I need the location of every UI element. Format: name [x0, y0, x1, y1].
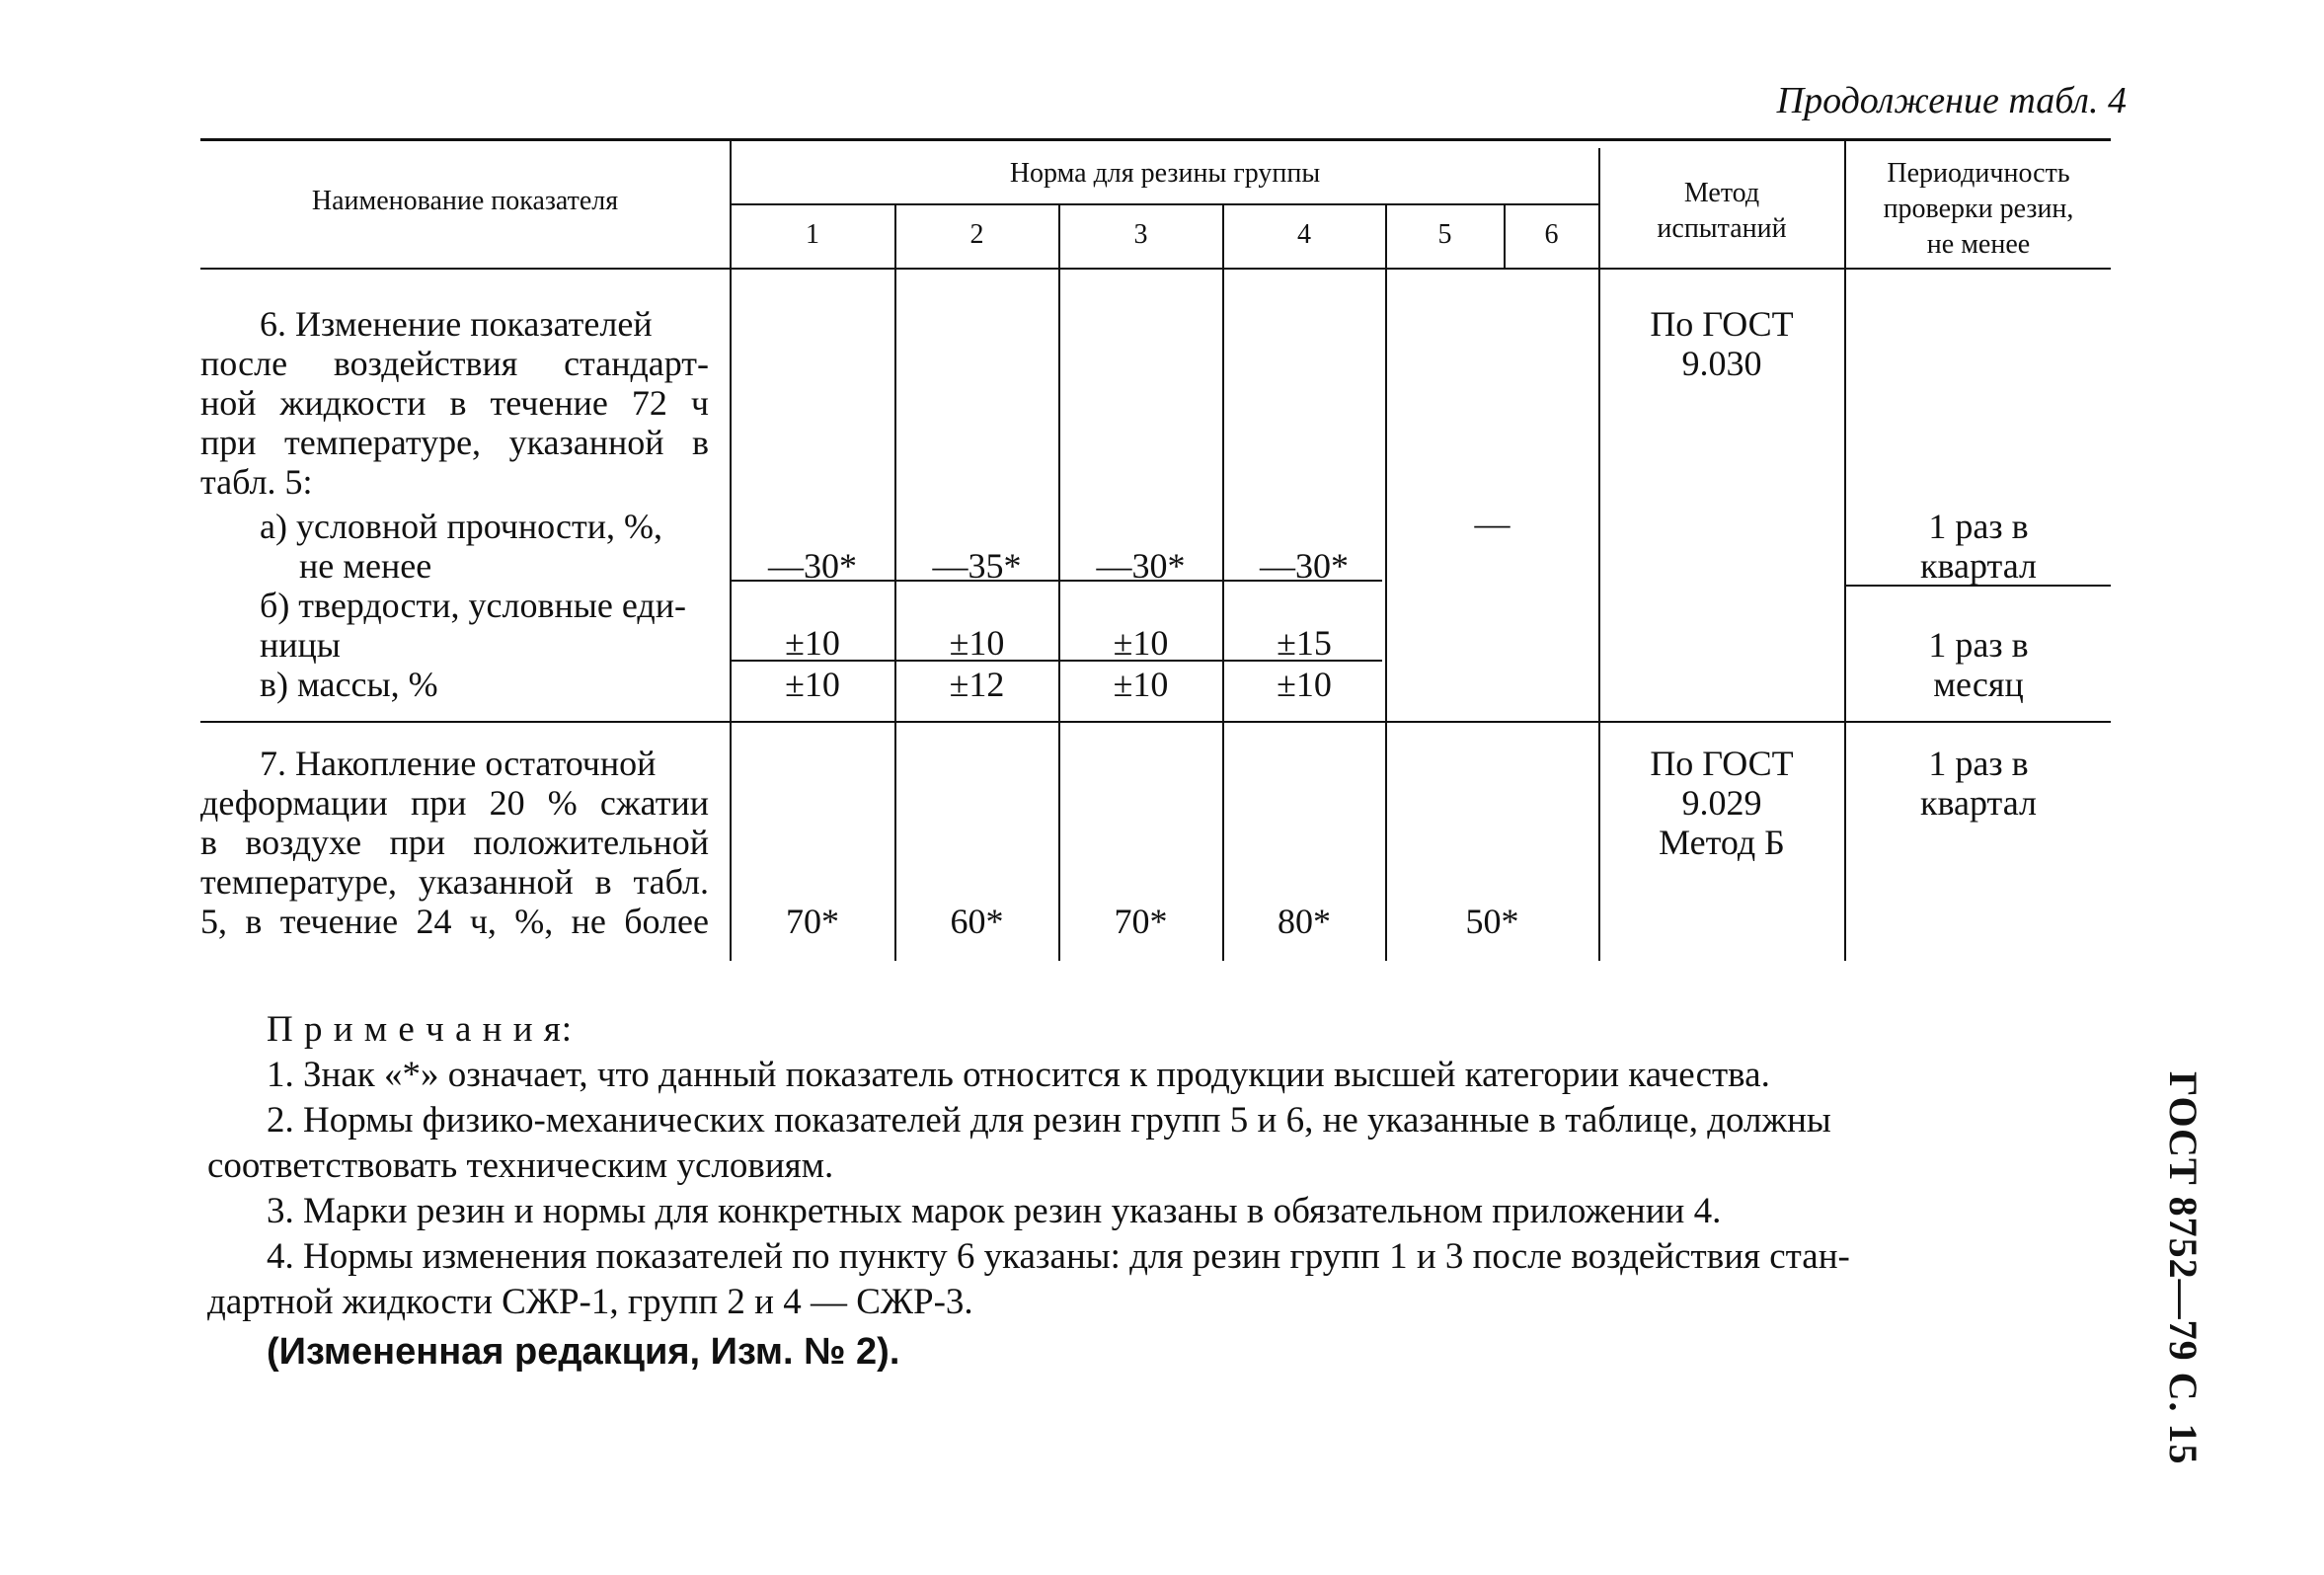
- row6-groups-5-6-dash: —: [1474, 504, 1511, 543]
- row6-title: [200, 304, 709, 502]
- row6-title-line3: ной жидкости в течение 72 ч: [200, 383, 709, 423]
- row6-title-line2: после воздействия стандарт-: [200, 344, 709, 383]
- row7-period-line1: 1 раз в: [1928, 744, 2029, 783]
- header-group-6: 6: [1544, 219, 1559, 250]
- header-group-5: 5: [1437, 219, 1452, 250]
- header-group-1: 1: [806, 219, 819, 250]
- row6-method: [1599, 304, 1844, 383]
- row6-title-line1: 6. Изменение показателей: [260, 304, 653, 344]
- row6-period-a-line2: квартал: [1920, 546, 2037, 586]
- norm-header-rule: [731, 203, 1599, 205]
- row6-method-line1: По ГОСТ: [1650, 304, 1794, 344]
- row6-sub-b-line1: б) твердости, условные еди-: [260, 586, 686, 625]
- header-group-4: 4: [1297, 219, 1311, 250]
- row7-title-line2: деформации при 20 % сжатии: [200, 783, 709, 823]
- header-period-line1: Периодичность: [1887, 158, 2070, 189]
- row6-b-g2: ±10: [949, 623, 1005, 663]
- col-divider-g4: [1385, 203, 1387, 961]
- note-3: 3. Марки резин и нормы для конкретных марок резин указаны в обязательном приложении 4.: [267, 1191, 1722, 1231]
- header-method: [1599, 176, 1844, 247]
- row6-period-a-line1: 1 раз в: [1928, 507, 2029, 546]
- row7-g4: 80*: [1278, 902, 1331, 941]
- side-standard-label: ГОСТ 8752—79 С. 15: [2161, 1071, 2206, 1465]
- row6-a-g2: —35*: [932, 546, 1022, 586]
- row6-period-bc-line2: месяц: [1933, 665, 2024, 704]
- row7-period-line2: квартал: [1920, 783, 2037, 823]
- row7-method-line1: По ГОСТ: [1650, 744, 1794, 783]
- row6-sub-a: [260, 507, 724, 586]
- row6-period-a: [1846, 507, 2111, 586]
- row6-b-g3: ±10: [1113, 623, 1169, 663]
- row6-b-g1: ±10: [785, 623, 840, 663]
- row6-sub-a-line2: не менее: [299, 546, 432, 586]
- row6-c-g3: ±10: [1113, 665, 1169, 704]
- row7-title-line4: температуре, указанной в табл.: [200, 862, 709, 902]
- table-continuation-caption: Продолжение табл. 4: [1776, 80, 2127, 121]
- header-norm: Норма для резины группы: [1009, 158, 1321, 189]
- table-top-rule: [200, 138, 2111, 141]
- note-2-line1: 2. Нормы физико-механических показателей для резин групп 5 и 6, не указанные в таблице, должны: [267, 1100, 1831, 1141]
- row6-sub-b-line2: ницы: [260, 625, 341, 665]
- row6-b-g4: ±15: [1277, 623, 1332, 663]
- header-group-3: 3: [1133, 219, 1148, 250]
- row6-sub-c: в) массы, %: [260, 665, 438, 704]
- header-period-line2: проверки резин,: [1883, 194, 2074, 224]
- row7-method-line3: Метод Б: [1659, 823, 1785, 862]
- header-group-2: 2: [969, 219, 984, 250]
- header-name: Наименование показателя: [311, 186, 619, 216]
- row7-method-line2: 9.029: [1681, 783, 1762, 823]
- row6-a-g4: —30*: [1260, 546, 1349, 586]
- header-bottom-rule: [200, 268, 2111, 270]
- row-separator-rule: [200, 721, 2111, 723]
- note-4-line2: дартной жидкости СЖР-1, групп 2 и 4 — СЖР-3.: [207, 1282, 973, 1322]
- row6-c-g1: ±10: [785, 665, 840, 704]
- amendment-note: (Измененная редакция, Изм. № 2).: [267, 1331, 900, 1373]
- header-method-line2: испытаний: [1657, 213, 1787, 244]
- row6-title-line5: табл. 5:: [200, 462, 313, 502]
- row6-method-line2: 9.030: [1681, 344, 1762, 383]
- row6-c-g2: ±12: [949, 665, 1005, 704]
- notes-title: П р и м е ч а н и я:: [267, 1009, 574, 1050]
- row7-title-line3: в воздухе при положительной: [200, 823, 709, 862]
- row7-g5: 50*: [1465, 902, 1519, 941]
- header-method-line1: Метод: [1683, 178, 1760, 208]
- row7-title-line1: 7. Накопление остаточной: [260, 744, 657, 783]
- row6-a-g1: —30*: [768, 546, 857, 586]
- header-period: [1846, 156, 2111, 263]
- row6-c-g4: ±10: [1277, 665, 1332, 704]
- row6-a-g3: —30*: [1096, 546, 1186, 586]
- row7-period: [1846, 744, 2111, 823]
- row7-g1: 70*: [786, 902, 839, 941]
- row6-period-bc: [1846, 625, 2111, 704]
- note-4-line1: 4. Нормы изменения показателей по пункту 6 указаны: для резин групп 1 и 3 после воздействия стан-: [267, 1236, 1850, 1277]
- row7-title-line5: 5, в течение 24 ч, %, не более: [200, 902, 709, 941]
- row7-method: [1599, 744, 1844, 862]
- row7-title: [200, 744, 709, 941]
- row7-g3: 70*: [1114, 902, 1168, 941]
- row7-g2: 60*: [950, 902, 1004, 941]
- row6-title-line4: при температуре, указанной в: [200, 423, 709, 462]
- row6-period-bc-line1: 1 раз в: [1928, 625, 2029, 665]
- note-1: 1. Знак «*» означает, что данный показатель относится к продукции высшей категории качества.: [267, 1055, 1770, 1095]
- note-2-line2: соответствовать техническим условиям.: [207, 1145, 834, 1186]
- notes-block: [207, 1007, 2118, 1375]
- row6-sub-b: [260, 586, 724, 665]
- header-period-line3: не менее: [1926, 229, 2031, 260]
- row6-sub-a-line1: а) условной прочности, %,: [260, 507, 663, 546]
